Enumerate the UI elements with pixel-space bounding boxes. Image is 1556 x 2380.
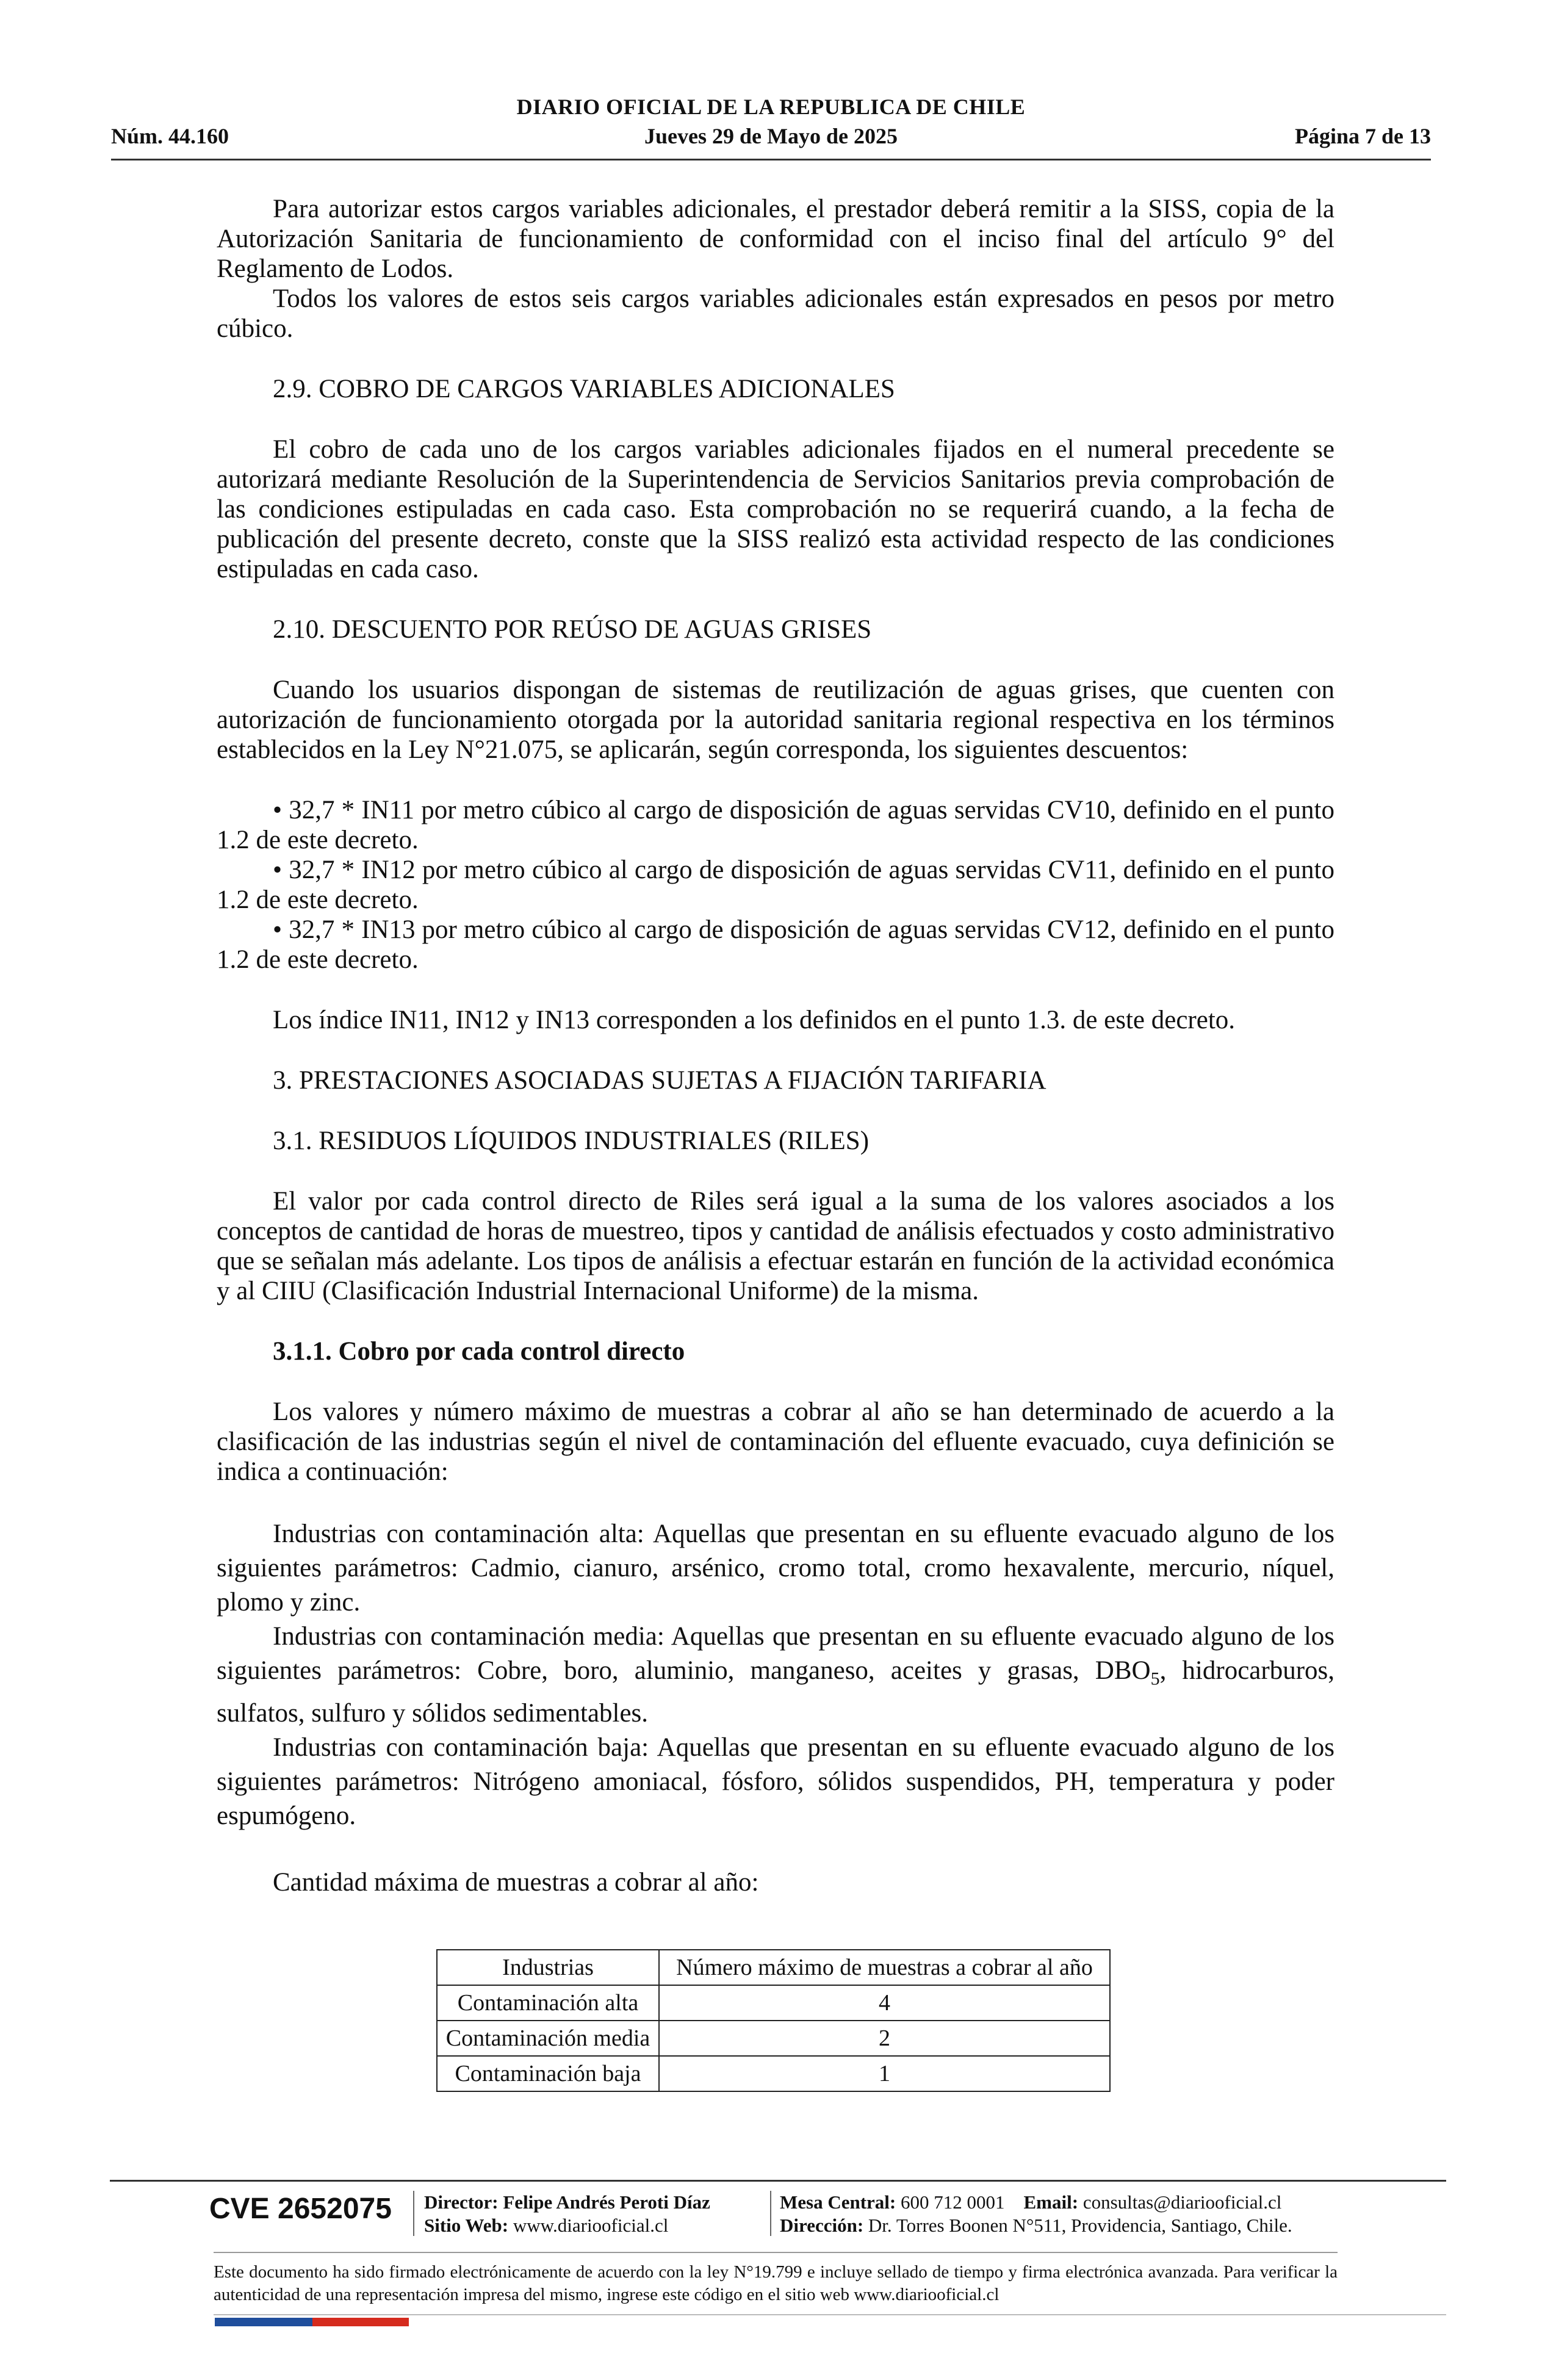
- table-row: [437, 1985, 1110, 2021]
- email-label: Email:: [1023, 2191, 1079, 2213]
- site-link[interactable]: www.diariooficial.cl: [513, 2215, 669, 2236]
- paragraph: Industrias con contaminación alta: Aquellas que presentan en su efluente evacuado alguno de los siguientes parámetros: Cadmio, cianuro, arsénico, cromo total, cromo hexavalente, mercurio, níquel, plomo y zinc.: [217, 1520, 1334, 1617]
- footer-contact-block: [780, 2191, 1292, 2237]
- paragraph-text: Industrias con contaminación media: Aquellas que presentan en su efluente evacuado alguno de los siguientes parámetros: Cobre, boro, aluminio, manganeso, aceites y grasas, DBO: [217, 1622, 1334, 1685]
- spacer: [217, 1487, 1334, 1517]
- spacer: [217, 644, 1334, 675]
- table-cell: Contaminación media: [437, 2021, 659, 2056]
- section-heading-3-1: 3.1. RESIDUOS LÍQUIDOS INDUSTRIALES (RILES): [273, 1127, 870, 1155]
- paragraph: Los índice IN11, IN12 y IN13 corresponden a los definidos en el punto 1.3. de este decreto.: [273, 1006, 1236, 1034]
- footer-director-block: [424, 2191, 710, 2237]
- subscript: 5: [1150, 1668, 1160, 1689]
- site-label: Sitio Web:: [424, 2215, 509, 2236]
- flag-segment-red: [312, 2318, 361, 2326]
- paragraph: Todos los valores de estos seis cargos variables adicionales están expresados en pesos por metro cúbico.: [217, 284, 1334, 343]
- spacer: [217, 1833, 1334, 1867]
- paragraph: Para autorizar estos cargos variables adicionales, el prestador deberá remitir a la SISS, copia de la Autorización Sanitaria de funcionamiento de conformidad con el inciso final del artículo 9° del Reglamento de Lodos.: [217, 195, 1334, 283]
- cve-code: CVE 2652075: [209, 2193, 392, 2225]
- signature-note: Este documento ha sido firmado electrónicamente de acuerdo con la ley N°19.799 e incluye sellado de tiempo y firma electrónica avanzada. Para verificar la autenticidad de una representación impresa del mismo, ingrese este código en el sitio web www.diariooficial.cl: [214, 2262, 1338, 2304]
- email-link[interactable]: consultas@diariooficial.cl: [1082, 2191, 1282, 2213]
- bullet-item: • 32,7 * IN13 por metro cúbico al cargo de disposición de aguas servidas CV12, definido en el punto 1.2 de este decreto.: [217, 915, 1334, 974]
- flag-segment-blue: [215, 2318, 264, 2326]
- footer-divider: [110, 2180, 1446, 2182]
- table-cell: 4: [659, 1985, 1110, 2021]
- table-cell: 1: [659, 2056, 1110, 2091]
- issue-date: Jueves 29 de Mayo de 2025: [644, 124, 898, 148]
- table-cell: Contaminación alta: [437, 1985, 659, 2021]
- table-cell: 2: [659, 2021, 1110, 2056]
- mesa-phone: 600 712 0001: [901, 2191, 1005, 2213]
- table-row: [437, 2056, 1110, 2091]
- issue-number: Núm. 44.160: [111, 124, 229, 148]
- page-header: [111, 93, 1431, 160]
- footer-separator: [413, 2191, 414, 2236]
- bullet-item: • 32,7 * IN12 por metro cúbico al cargo de disposición de aguas servidas CV11, definido en el punto 1.2 de este decreto.: [217, 856, 1334, 914]
- spacer: [217, 1306, 1334, 1336]
- spacer: [217, 1035, 1334, 1066]
- paragraph-text: , hidrocarburos, sulfatos, sulfuro y sólidos sedimentables.: [217, 1656, 1334, 1728]
- section-heading-2-10: 2.10. DESCUENTO POR REÚSO DE AGUAS GRISES: [273, 615, 872, 644]
- newspaper-title: DIARIO OFICIAL DE LA REPUBLICA DE CHILE: [516, 95, 1026, 119]
- footer-separator: [770, 2191, 771, 2236]
- table-row: [437, 2021, 1110, 2056]
- director-name: Felipe Andrés Peroti Díaz: [503, 2191, 710, 2213]
- spacer: [217, 975, 1334, 1005]
- section-heading-3: 3. PRESTACIONES ASOCIADAS SUJETAS A FIJACIÓN TARIFARIA: [273, 1066, 1046, 1095]
- spacer: [217, 584, 1334, 615]
- footer-divider: [214, 2314, 1446, 2315]
- paragraph: Los valores y número máximo de muestras a cobrar al año se han determinado de acuerdo a la clasificación de las industrias según el nivel de contaminación del efluente evacuado, cuya definición se indica a continuación:: [217, 1397, 1334, 1486]
- paragraph: El valor por cada control directo de Riles será igual a la suma de los valores asociados a los conceptos de cantidad de horas de muestreo, tipos y cantidad de análisis efectuados y costo administrativo que se señalan más adelante. Los tipos de análisis a efectuar estarán en función de la actividad económica y al CIIU (Clasificación Industrial Internacional Uniforme) de la misma.: [217, 1187, 1334, 1305]
- table-header-row: [437, 1950, 1110, 1985]
- spacer: [217, 344, 1334, 374]
- site-line: [424, 2214, 710, 2237]
- address-text: Dr. Torres Boonen N°511, Providencia, Santiago, Chile.: [868, 2215, 1292, 2236]
- page-indicator: Página 7 de 13: [1294, 124, 1431, 148]
- address-label: Dirección:: [780, 2215, 864, 2236]
- spacer: [217, 765, 1334, 795]
- paragraph: El cobro de cada uno de los cargos variables adicionales fijados en el numeral precedente se autorizará mediante Resolución de la Superintendencia de Servicios Sanitarios previa comprobación de las condiciones estipuladas en cada caso. Esta comprobación no se requerirá cuando, a la fecha de publicación del presente decreto, conste que la SISS realizó esta actividad respecto de las condiciones estipuladas en cada caso.: [217, 435, 1334, 583]
- paragraph: Cantidad máxima de muestras a cobrar al año:: [273, 1867, 759, 1897]
- samples-table: [436, 1949, 1111, 2092]
- spacer: [217, 1095, 1334, 1126]
- section-heading-3-1-1: 3.1.1. Cobro por cada control directo: [273, 1337, 685, 1366]
- section-heading-2-9: 2.9. COBRO DE CARGOS VARIABLES ADICIONALES: [273, 375, 895, 403]
- table-cell: Contaminación baja: [437, 2056, 659, 2091]
- bullet-item: • 32,7 * IN11 por metro cúbico al cargo de disposición de aguas servidas CV10, definido en el punto 1.2 de este decreto.: [217, 796, 1334, 854]
- flag-segment-red: [361, 2318, 409, 2326]
- spacer: [217, 404, 1334, 435]
- spacer: [217, 1366, 1334, 1397]
- spacer: [217, 1156, 1334, 1186]
- director-label: Director:: [424, 2191, 499, 2213]
- mesa-label: Mesa Central:: [780, 2191, 896, 2213]
- contact-line: [780, 2191, 1292, 2214]
- footer-divider: [214, 2252, 1338, 2253]
- flag-stripe: [215, 2318, 409, 2326]
- paragraph: Industrias con contaminación baja: Aquellas que presentan en su efluente evacuado alguno de los siguientes parámetros: Nitrógeno amoniacal, fósforo, sólidos suspendidos, PH, temperatura y poder espumógeno.: [217, 1733, 1334, 1830]
- paragraph: Cuando los usuarios dispongan de sistemas de reutilización de aguas grises, que cuenten con autorización de funcionamiento otorgada por la autoridad sanitaria regional respectiva en los términos establecidos en la Ley N°21.075, se aplicarán, según corresponda, los siguientes descuentos:: [217, 676, 1334, 764]
- paragraph: [217, 1620, 1334, 1731]
- table-header-cell: Número máximo de muestras a cobrar al año: [659, 1950, 1110, 1985]
- director-line: [424, 2191, 710, 2214]
- table-header-cell: Industrias: [437, 1950, 659, 1985]
- document-body: [217, 194, 1334, 1897]
- flag-segment-blue: [264, 2318, 312, 2326]
- address-line: [780, 2214, 1292, 2237]
